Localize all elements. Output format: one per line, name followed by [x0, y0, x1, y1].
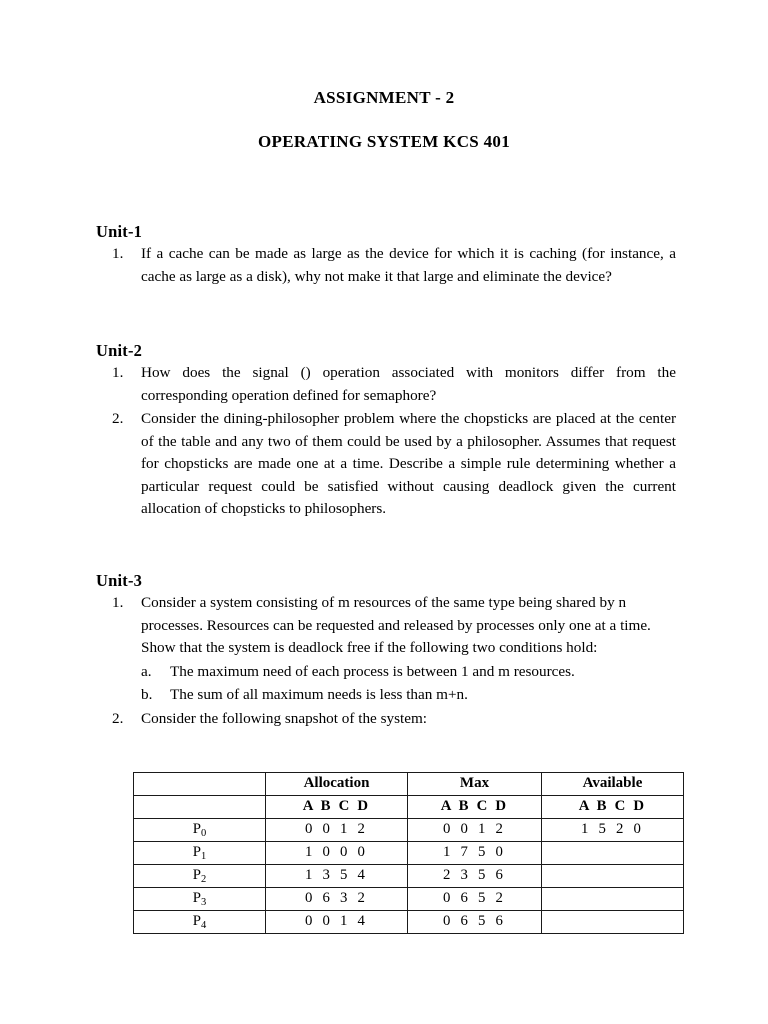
cell-process: $P_0$ [134, 819, 266, 842]
sub-question-text: The sum of all maximum needs is less than m+n. [170, 686, 468, 703]
table-row [134, 819, 684, 842]
cell-available [542, 911, 684, 934]
list-item [112, 408, 676, 521]
table-header-allocation: Allocation [266, 773, 408, 796]
cell-process: $P_2$ [134, 865, 266, 888]
list-marker: 1. [112, 364, 124, 381]
question-text: Consider a system consisting of m resources of the same type being shared by n processes. Resources can be requested and released by processes only one at a time. Show that the system is deadlock free if the following two conditions hold: [141, 594, 651, 656]
cell-max: 2 3 5 6 [408, 865, 542, 888]
list-item [112, 708, 672, 731]
cell-process: $P_4$ [134, 911, 266, 934]
cell-process: $P_3$ [134, 888, 266, 911]
table-subheader-row [134, 796, 684, 819]
list-item [112, 362, 676, 407]
cell-allocation: 0 0 1 2 [266, 819, 408, 842]
list-item [112, 592, 672, 707]
system-snapshot-table [133, 772, 684, 934]
table-body [134, 819, 684, 934]
sub-list-item [141, 684, 672, 707]
section-heading-unit-1: Unit-1 [96, 221, 143, 241]
cell-available [542, 888, 684, 911]
question-list-unit-3 [112, 592, 672, 731]
cell-process: $P_1$ [134, 842, 266, 865]
sub-question-text: The maximum need of each process is between 1 and m resources. [170, 662, 575, 680]
section-heading-unit-3: Unit-3 [96, 570, 143, 590]
list-item [112, 243, 676, 288]
table-header-available: Available [542, 773, 684, 796]
sub-list-marker: a. [141, 662, 152, 680]
page-title-assignment: ASSIGNMENT - 2 [313, 88, 455, 107]
list-marker: 1. [112, 594, 124, 611]
table-row [134, 911, 684, 934]
list-marker: 2. [112, 709, 124, 727]
table-header-row [134, 773, 684, 796]
cell-allocation: 0 0 1 4 [266, 911, 408, 934]
sub-list-marker: b. [141, 686, 153, 703]
question-text: If a cache can be made as large as the device for which it is caching (for instance, a cache as large as a disk), why not make it that large and eliminate the device? [141, 245, 676, 285]
cell-max: 0 0 1 2 [408, 819, 542, 842]
question-text: How does the signal () operation associated with monitors differ from the corresponding operation defined for semaphore? [141, 364, 676, 404]
question-list-unit-2 [112, 362, 676, 522]
cell-available [542, 842, 684, 865]
cell-available: 1 5 2 0 [542, 819, 684, 842]
question-list-unit-1 [112, 243, 676, 289]
cell-available [542, 865, 684, 888]
table-row [134, 888, 684, 911]
table-header-process [134, 773, 266, 796]
cell-allocation: 0 6 3 2 [266, 888, 408, 911]
table-subheader-available-abcd: A B C D [542, 796, 684, 819]
table-subheader-max-abcd: A B C D [408, 796, 542, 819]
table-header-max: Max [408, 773, 542, 796]
sub-question-list [141, 661, 672, 707]
section-heading-unit-2: Unit-2 [96, 340, 143, 360]
cell-allocation: 1 3 5 4 [266, 865, 408, 888]
table-row [134, 865, 684, 888]
sub-list-item [141, 661, 672, 684]
table-subheader-allocation-abcd: A B C D [266, 796, 408, 819]
table-subheader-process [134, 796, 266, 819]
question-text: Consider the dining-philosopher problem where the chopsticks are placed at the center of the table and any two of them could be used by a philosopher. Assumes that request for chopsticks are made one at a time. Describe a simple rule determining whether a particular request could be satisfied without causing deadlock given the current allocation of chopsticks to philosophers. [141, 410, 676, 517]
cell-max: 0 6 5 2 [408, 888, 542, 911]
question-text: Consider the following snapshot of the system: [141, 709, 428, 727]
list-marker: 2. [112, 410, 124, 427]
list-marker: 1. [112, 245, 124, 262]
table-row [134, 842, 684, 865]
cell-max: 1 7 5 0 [408, 842, 542, 865]
cell-allocation: 1 0 0 0 [266, 842, 408, 865]
page-title-course: OPERATING SYSTEM KCS 401 [257, 132, 510, 151]
cell-max: 0 6 5 6 [408, 911, 542, 934]
